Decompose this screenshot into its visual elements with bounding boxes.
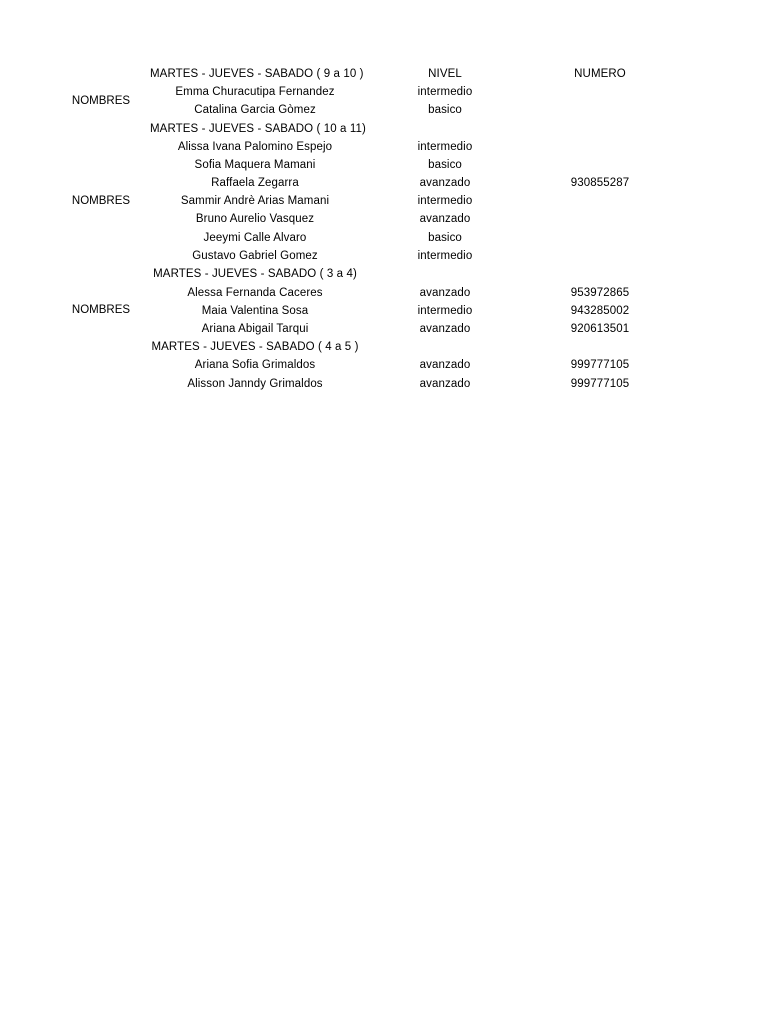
student-nivel: avanzado xyxy=(419,177,471,189)
student-nivel: intermedio xyxy=(417,86,473,98)
schedule-title: MARTES - JUEVES - SABADO ( 4 a 5 ) xyxy=(151,341,359,353)
student-name: Gustavo Gabriel Gomez xyxy=(192,250,318,262)
schedule-title: MARTES - JUEVES - SABADO ( 3 a 4) xyxy=(153,268,357,280)
table-row xyxy=(0,375,768,393)
student-numero: 999777105 xyxy=(570,378,630,390)
schedule-row xyxy=(0,65,768,83)
student-nivel: basico xyxy=(428,159,462,171)
student-nivel: avanzado xyxy=(419,359,471,371)
student-name: Jeeymi Calle Alvaro xyxy=(203,232,307,244)
student-nivel: intermedio xyxy=(417,305,473,317)
table-row xyxy=(0,174,768,192)
student-nivel: avanzado xyxy=(419,378,471,390)
student-name: Bruno Aurelio Vasquez xyxy=(195,213,315,225)
student-name: Sofia Maquera Mamani xyxy=(194,159,316,171)
student-name: Alissa Ivana Palomino Espejo xyxy=(177,141,333,153)
student-name: Catalina Garcia Gòmez xyxy=(194,104,316,116)
table-row xyxy=(0,356,768,374)
schedule-title: MARTES - JUEVES - SABADO ( 10 a 11) xyxy=(150,123,366,135)
table-row xyxy=(0,138,768,156)
student-nivel: intermedio xyxy=(417,250,473,262)
table-row xyxy=(0,101,768,119)
student-numero: 920613501 xyxy=(570,323,630,335)
student-nivel: avanzado xyxy=(419,213,471,225)
student-name: Emma Churacutipa Fernandez xyxy=(175,86,335,98)
student-name: Alessa Fernanda Caceres xyxy=(187,287,323,299)
table-row xyxy=(0,83,768,101)
student-name: Ariana Abigail Tarqui xyxy=(201,323,309,335)
student-numero: 943285002 xyxy=(570,305,630,317)
student-name: Alisson Janndy Grimaldos xyxy=(187,378,323,390)
student-numero: 999777105 xyxy=(570,359,630,371)
names-label: NOMBRES xyxy=(71,195,131,207)
student-numero: 953972865 xyxy=(570,287,630,299)
names-label: NOMBRES xyxy=(71,304,131,316)
student-nivel: intermedio xyxy=(417,141,473,153)
student-name: Ariana Sofia Grimaldos xyxy=(194,359,316,371)
schedule-row xyxy=(0,338,768,356)
student-nivel: basico xyxy=(428,232,462,244)
table-row xyxy=(0,247,768,265)
table-row xyxy=(0,156,768,174)
student-nivel: avanzado xyxy=(419,323,471,335)
student-name: Maia Valentina Sosa xyxy=(201,305,309,317)
student-name: Sammir Andrè Arias Mamani xyxy=(180,195,330,207)
table-row xyxy=(0,229,768,247)
schedule-title: MARTES - JUEVES - SABADO ( 9 a 10 ) xyxy=(150,68,364,80)
student-nivel: avanzado xyxy=(419,287,471,299)
table-row xyxy=(0,320,768,338)
nivel-header: NIVEL xyxy=(428,68,462,80)
schedule-row xyxy=(0,120,768,138)
schedule-row xyxy=(0,265,768,283)
table-row xyxy=(0,284,768,302)
table-row xyxy=(0,302,768,320)
table-row xyxy=(0,192,768,210)
student-nivel: intermedio xyxy=(417,195,473,207)
table-row xyxy=(0,210,768,228)
numero-header: NUMERO xyxy=(574,68,626,80)
student-nivel: basico xyxy=(428,104,462,116)
student-numero: 930855287 xyxy=(570,177,630,189)
student-name: Raffaela Zegarra xyxy=(211,177,299,189)
names-label: NOMBRES xyxy=(71,95,131,107)
